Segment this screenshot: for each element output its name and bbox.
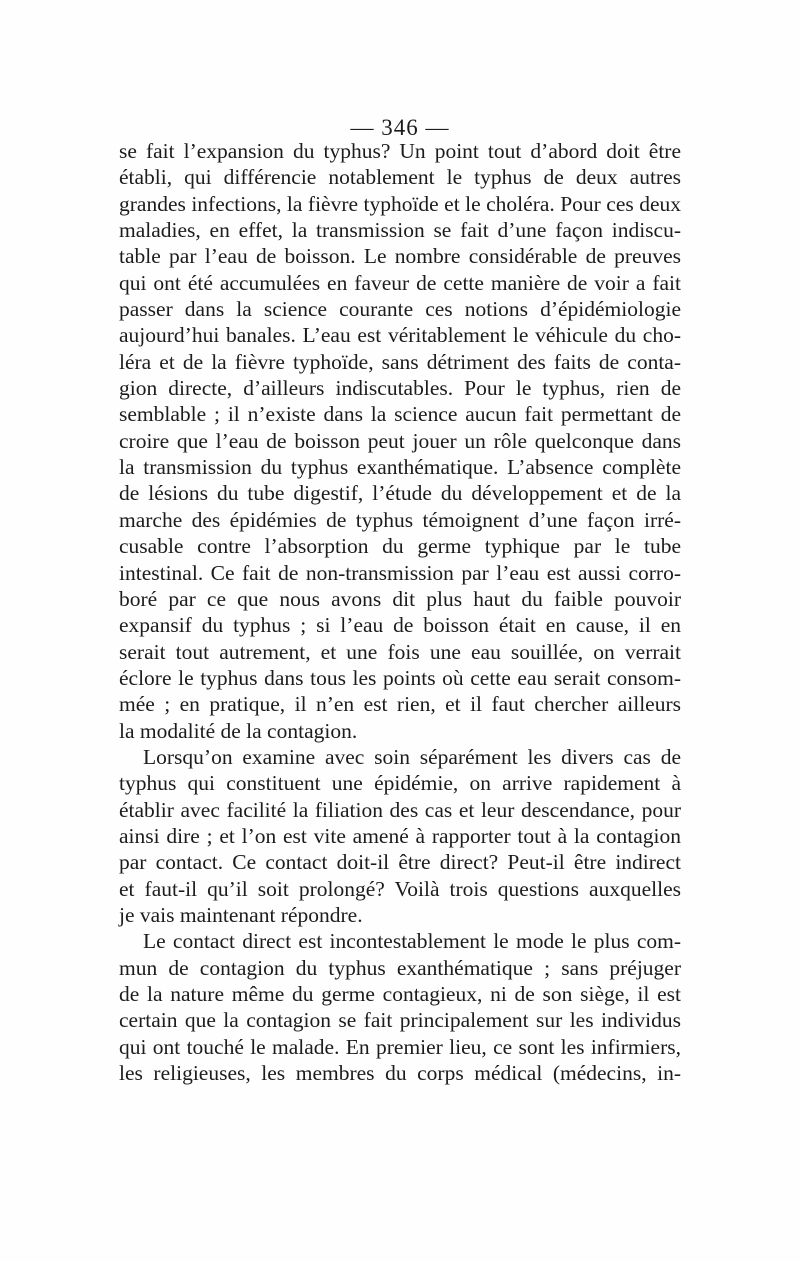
text-line: je vais maintenant répondre. — [119, 902, 363, 927]
text-line: qui ont touché le malade. En premier lieu, ce sont les infirmiers, — [119, 1034, 681, 1059]
text-line: ainsi dire ; et l’on est vite amené à rapporter tout à la contagion — [119, 823, 681, 848]
text-line: Le contact direct est incontestablement le mode le plus com- — [143, 929, 681, 954]
text-line: établir avec facilité la filiation des cas et leur descendance, pour — [119, 797, 681, 822]
text-line: boré par ce que nous avons dit plus haut du faible pouvoir — [119, 586, 681, 611]
text-line: marche des épidémies de typhus témoignent d’une façon irré- — [119, 507, 681, 532]
text-line: établi, qui différencie notablement le typhus de deux autres — [119, 165, 681, 190]
paragraph — [119, 744, 681, 928]
text-line: se fait l’expansion du typhus? Un point tout d’abord doit être — [119, 139, 681, 163]
text-line: croire que l’eau de boisson peut jouer un rôle quelconque dans — [119, 428, 681, 453]
text-line: grandes infections, la fièvre typhoïde et le choléra. Pour ces deux — [119, 191, 681, 216]
text-line: de la nature même du germe contagieux, ni de son siège, il est — [119, 982, 681, 1006]
text-line: semblable ; il n’existe dans la science aucun fait permettant de — [119, 402, 681, 427]
text-line: mun de contagion du typhus exanthématique ; sans préjuger — [119, 955, 681, 980]
text-line: qui ont été accumulées en faveur de cette manière de voir a fait — [119, 270, 681, 295]
text-line: passer dans la science courante ces notions d’épidémiologie — [119, 297, 681, 322]
text-line: cusable contre l’absorption du germe typhique par le tube — [119, 534, 681, 559]
text-line: par contact. Ce contact doit-il être direct? Peut-il être indirect — [119, 850, 681, 875]
text-line: table par l’eau de boisson. Le nombre considérable de preuves — [119, 244, 681, 269]
body-text — [119, 138, 681, 1086]
text-line: les religieuses, les membres du corps médical (médecins, in- — [119, 1061, 681, 1086]
text-line: intestinal. Ce fait de non-transmission par l’eau est aussi corro- — [119, 560, 681, 585]
page-number: — 346 — — [350, 115, 450, 140]
paragraph — [119, 928, 681, 1086]
text-line: de lésions du tube digestif, l’étude du développement et de la — [119, 481, 681, 506]
text-line: typhus qui constituent une épidémie, on arrive rapidement à — [119, 771, 681, 796]
text-line: certain que la contagion se fait principalement sur les individus — [119, 1008, 681, 1033]
text-line: la modalité de la contagion. — [119, 718, 358, 743]
text-line: la transmission du typhus exanthématique. L’absence complète — [119, 455, 681, 480]
text-line: éclore le typhus dans tous les points où cette eau serait consom- — [119, 665, 681, 690]
text-line: Lorsqu’on examine avec soin séparément les divers cas de — [143, 744, 681, 769]
text-line: gion directe, d’ailleurs indiscutables. Pour le typhus, rien de — [119, 376, 681, 401]
text-line: mée ; en pratique, il n’en est rien, et il faut chercher ailleurs — [119, 692, 681, 717]
text-line: serait tout autrement, et une fois une eau souillée, on verrait — [119, 639, 681, 664]
text-line: aujourd’hui banales. L’eau est véritablement le véhicule du cho- — [119, 323, 681, 348]
paragraph — [119, 138, 681, 744]
text-line: expansif du typhus ; si l’eau de boisson était en cause, il en — [119, 613, 681, 638]
text-line: maladies, en effet, la transmission se fait d’une façon indiscu- — [119, 218, 681, 243]
text-line: et faut-il qu’il soit prolongé? Voilà trois questions auxquelles — [119, 876, 681, 901]
text-line: léra et de la fièvre typhoïde, sans détriment des faits de conta- — [119, 349, 681, 374]
